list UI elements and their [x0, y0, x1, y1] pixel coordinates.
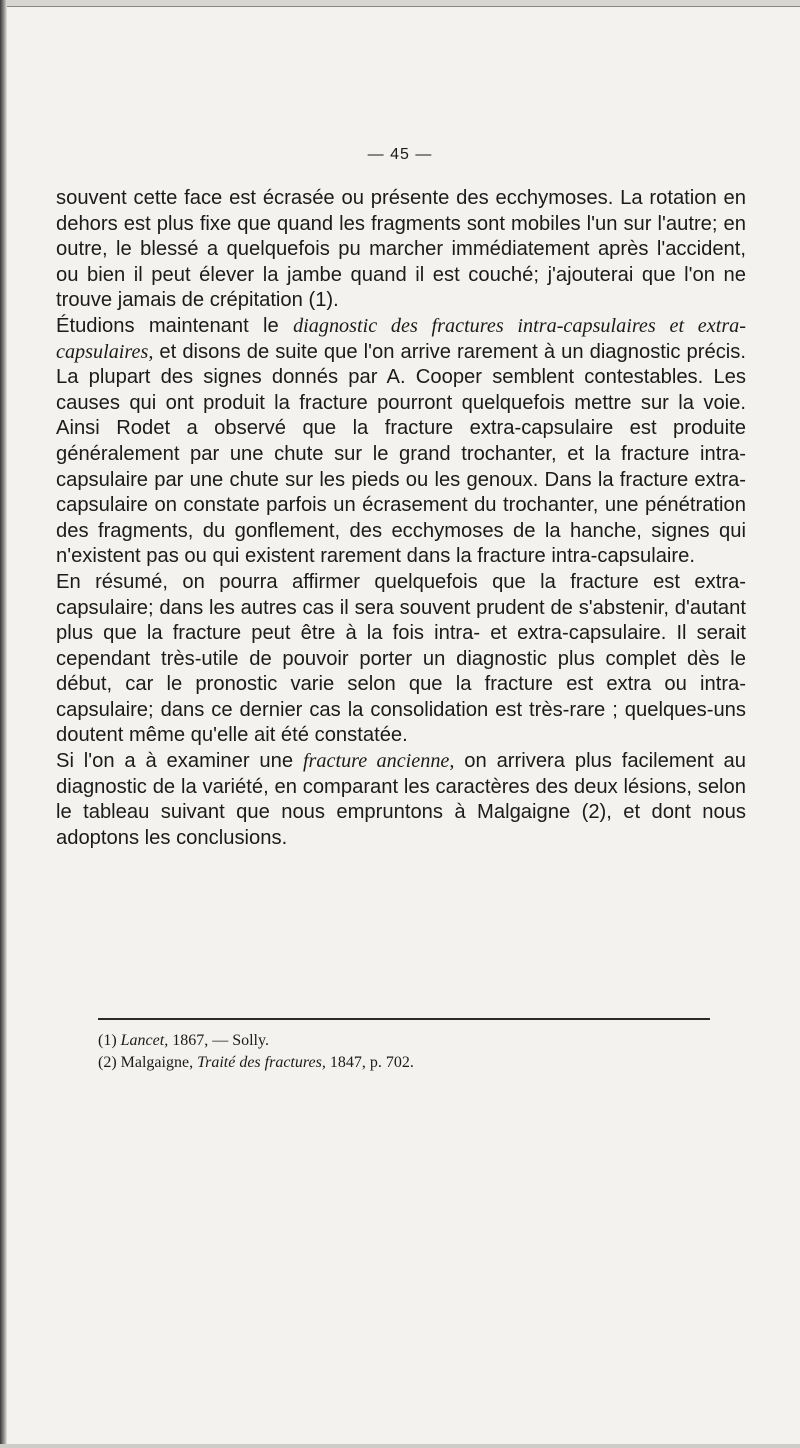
page-binding-edge — [0, 0, 7, 1448]
footnotes — [98, 1030, 718, 1074]
footnote-2 — [98, 1052, 718, 1074]
page-number: — 45 — — [367, 146, 433, 163]
paragraph-2 — [56, 314, 746, 570]
footnote-separator — [98, 1018, 710, 1020]
paragraph-2-lead: Étudions maintenant le — [56, 314, 294, 337]
body-text — [56, 186, 746, 851]
paragraph-4-body: on arrivera plus facilement au diagnostic de la variété, en comparant les caractères des deux lésions, selon le tableau suivant que nous empruntons à Malgaigne (2), et dont nous adoptons les conclusions. — [56, 750, 747, 849]
page-bottom-edge — [0, 1444, 800, 1448]
paragraph-4 — [56, 749, 746, 851]
footnote-1-title: Lancet, — [120, 1032, 169, 1049]
paragraph-1: souvent cette face est écrasée ou présente des ecchymoses. La rotation en dehors est plus fixe que quand les fragments sont mobiles l'un sur l'autre; en outre, le blessé a quelquefois pu marcher immédiatement après l'accident, ou bien il peut élever la jambe quand il est couché; j'ajouterai que l'on ne trouve jamais de crépitation (1). — [56, 187, 746, 312]
page-top-edge — [0, 0, 800, 7]
footnote-1-details: 1867, — Solly. — [168, 1032, 269, 1049]
footnote-2-author: Malgaigne, — [120, 1054, 198, 1071]
footnote-1-marker: (1) — [98, 1032, 117, 1049]
footnote-2-details: 1847, p. 702. — [325, 1054, 414, 1071]
paragraph-2-body: et disons de suite que l'on arrive rarement à un diagnostic précis. La plupart des signes donnés par A. Cooper semblent contestables. Les causes qui ont produit la fracture pourront quelquefois mettre sur la voie. Ainsi Rodet a observé que la fracture extra-capsulaire est produite généralement par une chute sur le grand trochanter, et la fracture intra-capsulaire par une chute sur les pieds ou les genoux. Dans la fracture extra-capsulaire on constate parfois un écrasement du trochanter, une pénétration des fragments, du gonflement, des ecchymoses de la hanche, signes qui n'existent pas ou qui existent rarement dans la fracture intra-capsulaire. — [56, 340, 746, 568]
paragraph-3: En résumé, on pourra affirmer quelquefois que la fracture est extra-capsulaire; dans les autres cas il sera souvent prudent de s'abstenir, d'autant plus que la fracture peut être à la fois intra- et extra-capsulaire. Il serait cependant très-utile de pouvoir porter un diagnostic plus complet dès le début, car le pronostic varie selon que la fracture est extra ou intra-capsulaire; dans ce dernier cas la consolidation est très-rare ; quelques-uns doutent même qu'elle ait été constatée. — [56, 570, 746, 747]
footnote-2-title: Traité des fractures, — [197, 1054, 326, 1071]
footnote-2-marker: (2) — [98, 1054, 117, 1071]
footnote-1 — [98, 1030, 718, 1052]
paragraph-2-italic-topic: diagnostic des fractures intra-capsulaires et extra-capsulaires, — [56, 314, 746, 363]
paragraph-4-lead: Si l'on a à examiner une — [56, 750, 303, 773]
paragraph-4-italic-topic: fracture ancienne, — [302, 750, 455, 773]
